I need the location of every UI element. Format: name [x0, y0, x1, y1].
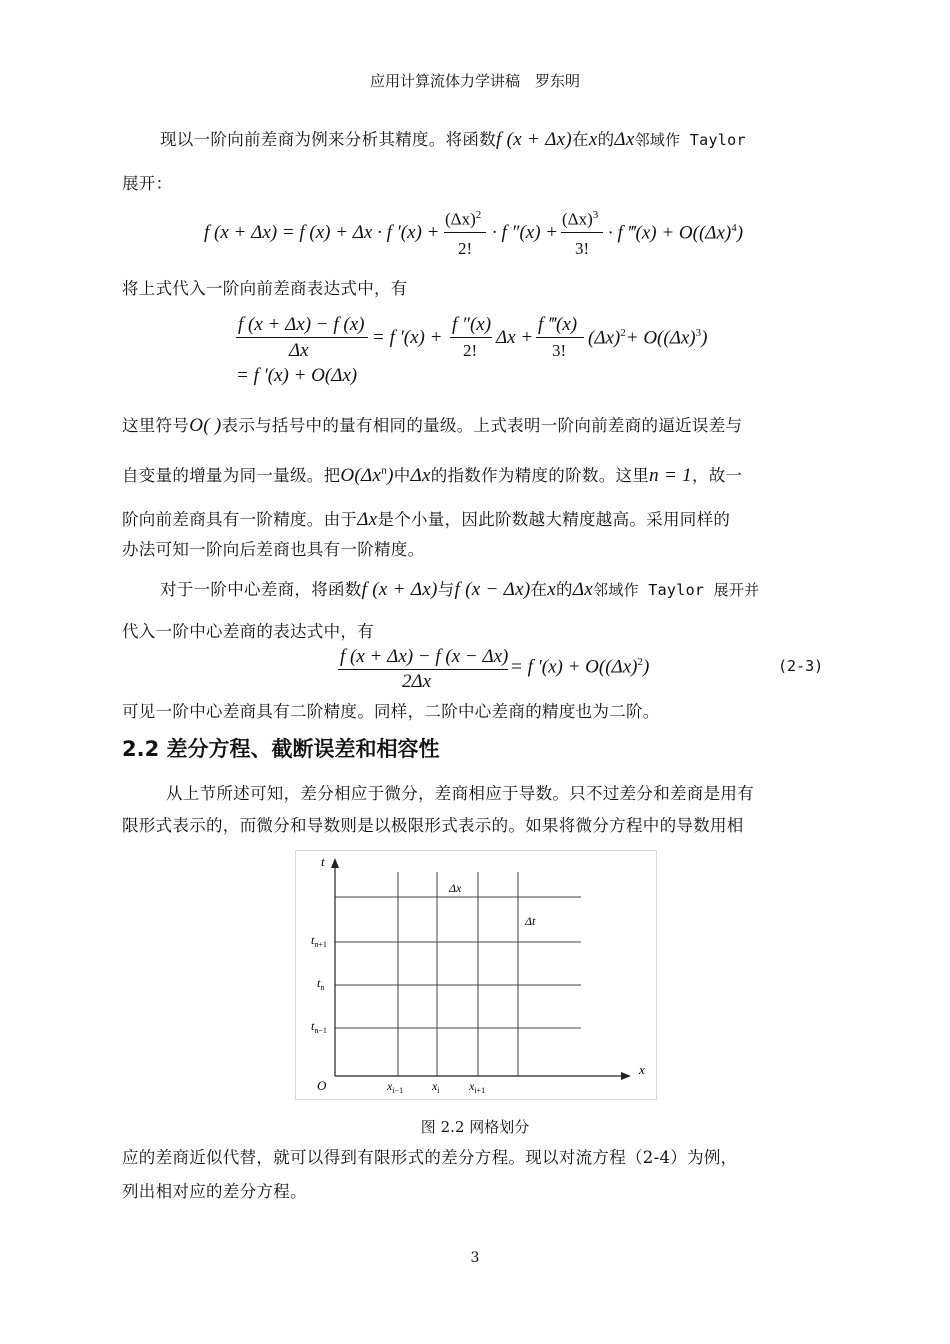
- eq2-num: f (x + Δx) − f (x): [238, 314, 365, 335]
- running-header: 应用计算流体力学讲稿 罗东明: [369, 72, 580, 90]
- text: 邻域作 Taylor 展开并: [593, 581, 760, 599]
- text: ): [387, 465, 394, 486]
- text: 自变量的增量为同一量级。把: [122, 466, 341, 485]
- power: 3: [592, 209, 599, 221]
- text: 现以一阶向前差商为例来分析其精度。将函数: [160, 130, 496, 149]
- sub: i: [437, 1086, 440, 1095]
- power: n: [381, 464, 388, 477]
- sub: n: [320, 983, 325, 992]
- delta-x-label: Δx: [449, 881, 462, 895]
- origin-label: O: [317, 1078, 327, 1093]
- power: 3: [695, 327, 702, 339]
- axis-label-t: t: [321, 854, 325, 869]
- t: t: [317, 976, 321, 990]
- text: 在: [530, 580, 548, 599]
- text: 这里符号: [122, 416, 190, 435]
- eq2-mid2: Δx +: [496, 327, 534, 348]
- t: t: [311, 933, 315, 947]
- text: 邻域作 Taylor: [634, 131, 746, 149]
- eq3-fracbar: [338, 669, 508, 670]
- eq2-den1: 2!: [463, 341, 478, 360]
- text: ): [642, 656, 650, 678]
- eq3-tag: (2-3): [778, 657, 824, 675]
- x: x: [432, 1079, 438, 1093]
- grid-figure: [295, 850, 657, 1100]
- eq2-num2: f ‴(x): [538, 314, 578, 335]
- eq3-num: f (x + Δx) − f (x − Δx): [340, 646, 509, 667]
- para6-line1: 从上节所述可知，差分相应于微分，差商相应于导数。只不过差分和差商是用有: [166, 784, 754, 803]
- text: 的: [597, 130, 615, 149]
- text: 对于一阶中心差商，将函数: [160, 580, 362, 599]
- eq3-den: 2Δx: [402, 671, 432, 692]
- math-var: x: [547, 579, 557, 600]
- axis-label-x: x: [639, 1062, 645, 1077]
- sub: i−1: [392, 1086, 404, 1095]
- para7-line2: 列出相对应的差分方程。: [122, 1182, 307, 1201]
- eq2-num1: f ″(x): [452, 314, 492, 335]
- para1-line2: 展开：: [122, 174, 173, 193]
- t: t: [311, 1019, 315, 1033]
- para3-line3: [122, 506, 730, 531]
- power: 4: [731, 222, 737, 234]
- para6-line2: 限形式表示的，而微分和导数则是以极限形式表示的。如果将微分方程中的导数用相: [122, 816, 744, 835]
- eq2-den: Δx: [289, 340, 309, 361]
- text: 的指数作为精度的阶数。这里: [430, 466, 650, 485]
- section-heading: 2.2 差分方程、截断误差和相容性: [122, 737, 440, 761]
- eq1-den2: 3!: [575, 239, 590, 258]
- sub: i+1: [474, 1086, 486, 1095]
- eq3-rhs: [510, 656, 649, 678]
- eq1-num1: [445, 209, 481, 230]
- math-expr: f (x − Δx): [454, 579, 531, 600]
- num: (Δx): [562, 209, 593, 229]
- text: ): [736, 222, 744, 244]
- math-var: Δx: [410, 465, 431, 486]
- text: (Δx): [588, 327, 621, 349]
- math-O: O( ): [189, 415, 222, 436]
- text: 与: [437, 580, 455, 599]
- eq1-num2: [562, 209, 598, 230]
- eq1-fracbar1: [444, 232, 486, 233]
- math-var: x: [588, 129, 598, 150]
- text: 中: [393, 466, 411, 485]
- eq2-fracbar2: [536, 337, 584, 338]
- para7-line1: 应的差商近似代替，就可以得到有限形式的差分方程。现以对流方程（2-4）为例，: [122, 1148, 738, 1167]
- para4-line1: [160, 576, 759, 601]
- eq2-mid: = f ′(x) +: [372, 327, 443, 348]
- para3-line1: [122, 412, 742, 437]
- para4-line2: 代入一阶中心差商的表达式中，有: [122, 622, 374, 641]
- x: x: [469, 1079, 475, 1093]
- sub: n+1: [314, 940, 327, 949]
- text: ，故一: [691, 466, 743, 485]
- text: 是个小量，因此阶数越大精度越高。采用同样的: [377, 510, 731, 529]
- figure-frame: [296, 851, 657, 1100]
- para5: 可见一阶中心差商具有二阶精度。同样，二阶中心差商的精度也为二阶。: [122, 702, 660, 721]
- math-var: Δx: [572, 579, 594, 600]
- math-expr: f (x + Δx): [496, 129, 573, 150]
- x: x: [387, 1079, 393, 1093]
- power: 2: [620, 327, 626, 339]
- text: + O((Δx): [625, 327, 696, 349]
- text: · f ‴(x) + O((Δx): [608, 222, 732, 244]
- eq2-line2: = f ′(x) + O(Δx): [236, 365, 358, 386]
- text: ): [701, 327, 708, 349]
- para1-line1: [160, 126, 746, 151]
- math-expr: n = 1: [649, 465, 692, 486]
- text: 在: [572, 130, 589, 149]
- eq1-lhs: f (x + Δx) = f (x) + Δx · f ′(x) +: [204, 222, 440, 243]
- para2: 将上式代入一阶向前差商表达式中，有: [122, 279, 408, 298]
- sub: n−1: [314, 1026, 327, 1035]
- power: 2: [637, 656, 643, 668]
- figure-caption: 图 2.2 网格划分: [420, 1118, 530, 1136]
- text: 阶向前差商具有一阶精度。由于: [122, 510, 358, 529]
- para3-line2: [122, 462, 742, 487]
- eq1-rhs: [608, 222, 743, 244]
- text: 的: [556, 580, 573, 599]
- power: 2: [475, 209, 482, 221]
- eq2-den2: 3!: [552, 341, 567, 360]
- math-var: Δx: [357, 509, 378, 530]
- math-expr: f (x + Δx): [361, 579, 438, 600]
- page-number: 3: [470, 1250, 480, 1266]
- eq1-den1: 2!: [458, 239, 473, 258]
- eq2-fracbar1: [450, 337, 492, 338]
- text: 表示与括号中的量有相同的量级。上式表明一阶向前差商的逼近误差与: [221, 416, 743, 435]
- eq2-fracbar: [236, 337, 368, 338]
- eq1-mid: · f ″(x) +: [492, 222, 559, 243]
- delta-t-label: Δt: [525, 914, 536, 928]
- math-var: Δx: [614, 129, 635, 150]
- num: (Δx): [445, 209, 476, 229]
- text: O(Δx: [340, 465, 382, 486]
- eq1-fracbar2: [561, 232, 603, 233]
- para3-line4: 办法可知一阶向后差商也具有一阶精度。: [122, 540, 425, 559]
- math-O: [340, 465, 393, 486]
- eq2-rhs: [588, 327, 707, 349]
- text: = f ′(x) + O((Δx): [510, 656, 638, 678]
